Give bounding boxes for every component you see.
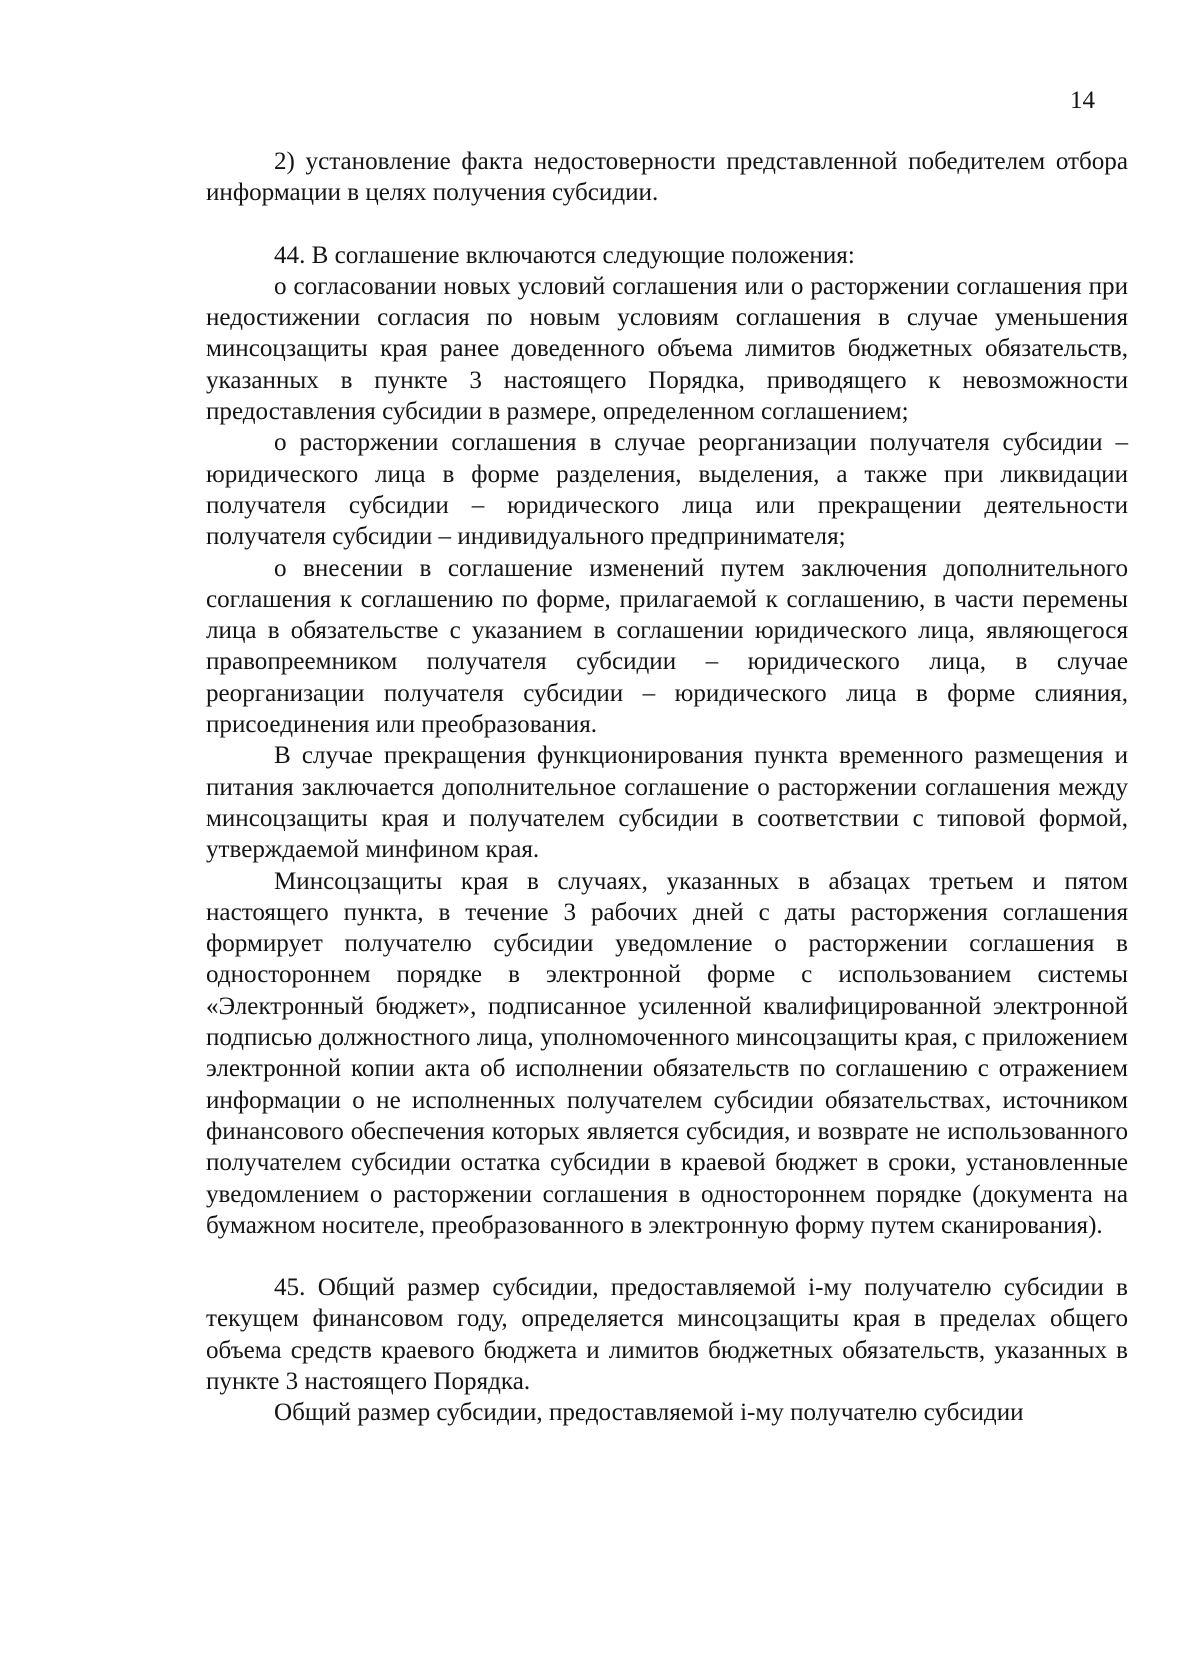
body-text [206, 146, 1128, 1429]
paragraph: Минсоцзащиты края в случаях, указанных в абзацах третьем и пятом настоящего пункта, в течение 3 рабочих дней с даты расторжения соглашения формирует получателю субсидии уведомление о расторжении соглашения в одностороннем порядке в электронной форме с использованием системы «Электронный бюджет», подписанное усиленной квалифицированной электронной подписью должностного лица, уполномоченного минсоцзащиты края, с приложением электронной копии акта об исполнении обязательств по соглашению с отражением информации о не исполненных получателем субсидии обязательствах, источником финансового обеспечения которых является субсидия, и возврате не использованного получателем субсидии остатка субсидии в краевой бюджет в сроки, установленные уведомлением о расторжении соглашения в одностороннем порядке (документа на бумажном носителе, преобразованного в электронную форму путем сканирования). [206, 867, 1128, 1239]
paragraph: 2) установление факта недостоверности представленной победителем отбора информации в целях получения субсидии. [206, 148, 1128, 207]
paragraph: В случае прекращения функционирования пункта временного размещения и питания заключается дополнительное соглашение о расторжении соглашения между минсоцзащиты края и получателем субсидии в соответствии с типовой формой, утверждаемой минфином края. [206, 742, 1128, 864]
page-number: 14 [1070, 87, 1095, 114]
paragraph: о согласовании новых условий соглашения или о расторжении соглашения при недостижении согласия по новым условиям соглашения в случае уменьшения минсоцзащиты края ранее доведенного объема лимитов бюджетных обязательств, указанных в пункте 3 настоящего Порядка, приводящего к невозможности предоставления субсидии в размере, определенном соглашением; [206, 272, 1128, 426]
paragraph: о расторжении соглашения в случае реорганизации получателя субсидии – юридического лица в форме разделения, выделения, а также при ликвидации получателя субсидии – юридического лица или прекращении деятельности получателя субсидии – индивидуального предпринимателя; [206, 429, 1128, 551]
paragraph: о внесении в соглашение изменений путем заключения дополнительного соглашения к соглашению по форме, прилагаемой к соглашению, в части перемены лица в обязательстве с указанием в соглашении юридического лица, являющегося правопреемником получателя субсидии – юридического лица, в случае реорганизации получателя субсидии – юридического лица в форме слияния, присоединения или преобразования. [206, 554, 1128, 739]
paragraph: Общий размер субсидии, предоставляемой i-му получателю субсидии [274, 1399, 1024, 1427]
paragraph: 45. Общий размер субсидии, предоставляемой i-му получателю субсидии в текущем финансовом году, определяется минсоцзащиты края в пределах общего объема средств краевого бюджета и лимитов бюджетных обязательств, указанных в пункте 3 настоящего Порядка. [206, 1274, 1128, 1395]
paragraph: 44. В соглашение включаются следующие положения: [274, 241, 855, 269]
